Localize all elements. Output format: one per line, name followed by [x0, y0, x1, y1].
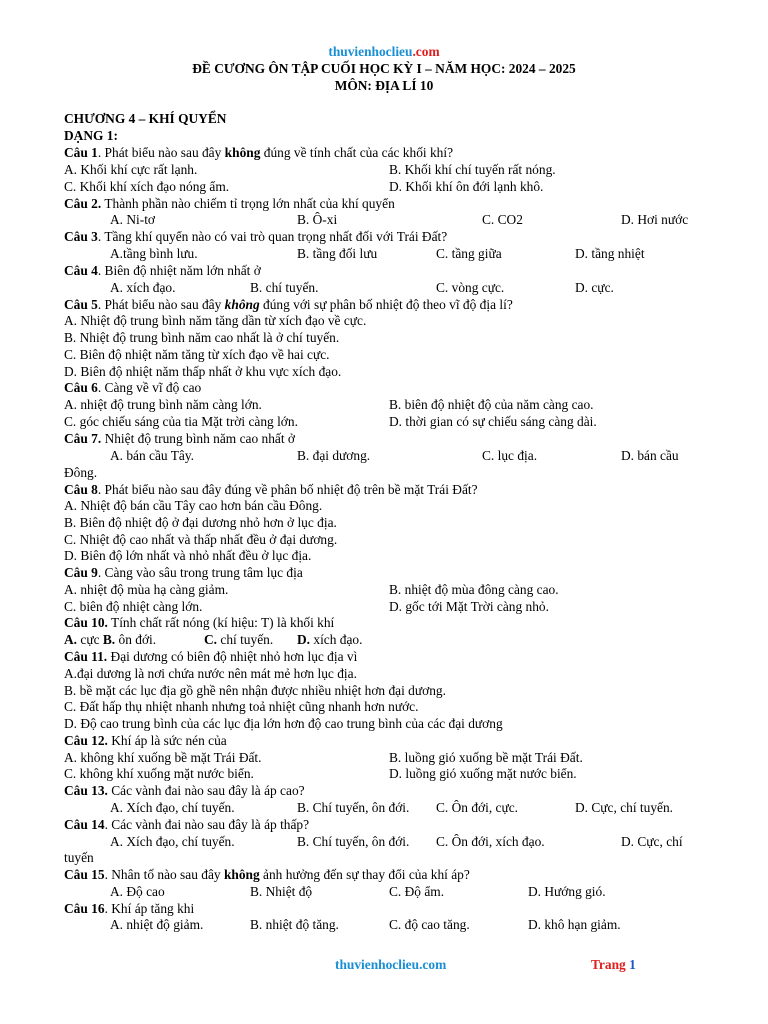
option: C. tầng giữa [436, 246, 502, 261]
option: C. Khối khí xích đạo nóng ẩm. [64, 179, 230, 194]
option: B. tầng đối lưu [297, 246, 378, 261]
option: B. chí tuyến. [250, 280, 319, 295]
option: C. CO2 [482, 212, 523, 227]
option: A. Khối khí cực rất lạnh. [64, 162, 198, 177]
doc-subject: MÔN: ĐỊA LÍ 10 [334, 78, 434, 93]
option: B. Nhiệt độ [250, 884, 313, 899]
site-logo: thuvienhoclieu.com [328, 44, 440, 59]
option: C. độ cao tăng. [389, 917, 470, 932]
option: D. Hơi nước [621, 212, 689, 227]
option: C. chí tuyến. [204, 632, 274, 647]
question-13: Câu 13. Các vành đai nào sau đây là áp cao? [64, 783, 305, 798]
question-6: Câu 6. Càng về vĩ độ cao [64, 380, 202, 395]
option: A. nhiệt độ giảm. [110, 917, 204, 932]
doc-title: ĐỀ CƯƠNG ÔN TẬP CUỐI HỌC KỲ I – NĂM HỌC: 2024 – 2025 [192, 61, 576, 76]
question-10: Câu 10. Tính chất rất nóng (kí hiệu: T) là khối khí [64, 615, 335, 630]
question-5: Câu 5. Phát biểu nào sau đây không đúng với sự phân bố nhiệt độ theo vĩ độ địa lí? [64, 297, 513, 312]
option-wrap: tuyến [64, 850, 94, 865]
option: A. cực B. ôn đới. [64, 632, 157, 647]
question-15: Câu 15. Nhân tố nào sau đây không ảnh hưởng đến sự thay đổi của khí áp? [64, 867, 470, 882]
question-12: Câu 12. Khí áp là sức nén của [64, 733, 227, 748]
option-wrap: Đông. [64, 465, 98, 480]
option: A. Độ cao [110, 884, 165, 899]
chapter-heading: CHƯƠNG 4 – KHÍ QUYỂN [64, 111, 227, 126]
option: B. nhiệt độ mùa đông càng cao. [389, 582, 559, 597]
option: A.tầng bình lưu. [110, 246, 198, 261]
option: A. Nhiệt độ trung bình năm tăng dần từ xích đạo về cực. [64, 313, 367, 328]
option: C. Độ ẩm. [389, 884, 445, 899]
section-heading: DẠNG 1: [64, 128, 118, 143]
option: A. Xích đạo, chí tuyến. [110, 834, 235, 849]
option: A. nhiệt độ mùa hạ càng giảm. [64, 582, 229, 597]
question-4: Câu 4. Biên độ nhiệt năm lớn nhất ở [64, 263, 261, 278]
option: A.đại dương là nơi chứa nước nên mát mẻ hơn lục địa. [64, 666, 357, 681]
option: A. bán cầu Tây. [110, 448, 195, 463]
option: A. Xích đạo, chí tuyến. [110, 800, 235, 815]
option: C. góc chiếu sáng của tia Mặt trời càng lớn. [64, 414, 298, 429]
option: D. khô hạn giảm. [528, 917, 621, 932]
question-2: Câu 2. Thành phần nào chiếm tỉ trọng lớn nhất của khí quyển [64, 196, 395, 211]
question-8: Câu 8. Phát biểu nào sau đây đúng về phân bố nhiệt độ trên bề mặt Trái Đất? [64, 482, 478, 497]
option: C. Nhiệt độ cao nhất và thấp nhất đều ở đại dương. [64, 532, 338, 547]
option: A. Nhiệt độ bán cầu Tây cao hơn bán cầu Đông. [64, 498, 323, 513]
question-16: Câu 16. Khí áp tăng khi [64, 901, 195, 916]
option: D. tầng nhiệt [575, 246, 645, 261]
option: B. Chí tuyến, ôn đới. [297, 834, 410, 849]
option: B. Nhiệt độ trung bình năm cao nhất là ở chí tuyến. [64, 330, 340, 345]
question-3: Câu 3. Tầng khí quyển nào có vai trò quan trọng nhất đối với Trái Đất? [64, 229, 448, 244]
option: C. không khí xuống mặt nước biển. [64, 766, 254, 781]
option: C. lục địa. [482, 448, 538, 463]
option: D. luồng gió xuống mặt nước biển. [389, 766, 577, 781]
question-7: Câu 7. Nhiệt độ trung bình năm cao nhất ở [64, 431, 295, 446]
option: C. Ôn đới, cực. [436, 800, 519, 815]
question-9: Câu 9. Càng vào sâu trong trung tâm lục địa [64, 565, 303, 580]
option: D. xích đạo. [297, 632, 363, 647]
option: D. Cực, chí tuyến. [575, 800, 673, 815]
option: D. Biên độ nhiệt năm thấp nhất ở khu vực xích đạo. [64, 364, 342, 379]
option: D. Biên độ lớn nhất và nhỏ nhất đều ở lục địa. [64, 548, 312, 563]
option: D. Hướng gió. [528, 884, 606, 899]
option: B. nhiệt độ tăng. [250, 917, 339, 932]
page-number: Trang 1 [591, 957, 636, 972]
question-1: Câu 1. Phát biểu nào sau đây không đúng về tính chất của các khối khí? [64, 145, 454, 160]
option: C. Đất hấp thụ nhiệt nhanh nhưng toả nhiệt cũng nhanh hơn nước. [64, 699, 419, 714]
option: B. đại dương. [297, 448, 371, 463]
option: D. Khối khí ôn đới lạnh khô. [389, 179, 544, 194]
option: B. Ô-xi [297, 212, 338, 227]
option: C. Biên độ nhiệt năm tăng từ xích đạo về hai cực. [64, 347, 330, 362]
option: D. Cực, chí [621, 834, 683, 849]
option: B. biên độ nhiệt độ của năm càng cao. [389, 397, 594, 412]
question-11: Câu 11. Đại dương có biên độ nhiệt nhỏ hơn lục địa vì [64, 649, 358, 664]
option: D. bán cầu [621, 448, 679, 463]
option: B. Khối khí chí tuyến rất nóng. [389, 162, 556, 177]
option: B. bề mặt các lục địa gồ ghề nên nhận được nhiều nhiệt hơn đại dương. [64, 683, 446, 698]
question-14: Câu 14. Các vành đai nào sau đây là áp thấp? [64, 817, 310, 832]
option: A. nhiệt độ trung bình năm càng lớn. [64, 397, 262, 412]
option: A. Ni-tơ [110, 212, 156, 227]
option: D. thời gian có sự chiếu sáng càng dài. [389, 414, 597, 429]
option: D. cực. [575, 280, 614, 295]
option: C. Ôn đới, xích đạo. [436, 834, 545, 849]
option: B. Chí tuyến, ôn đới. [297, 800, 410, 815]
option: B. luồng gió xuống bề mặt Trái Đất. [389, 750, 583, 765]
option: D. gốc tới Mặt Trời càng nhỏ. [389, 599, 549, 614]
footer-site[interactable]: thuvienhoclieu.com [335, 957, 447, 972]
option: D. Độ cao trung bình của các lục địa lớn hơn độ cao trung bình của các đại dương [64, 716, 503, 731]
option: A. không khí xuống bề mặt Trái Đất. [64, 750, 262, 765]
option: A. xích đạo. [110, 280, 176, 295]
option: C. vòng cực. [436, 280, 505, 295]
option: B. Biên độ nhiệt độ ở đại dương nhỏ hơn ở lục địa. [64, 515, 337, 530]
option: C. biên độ nhiệt càng lớn. [64, 599, 203, 614]
